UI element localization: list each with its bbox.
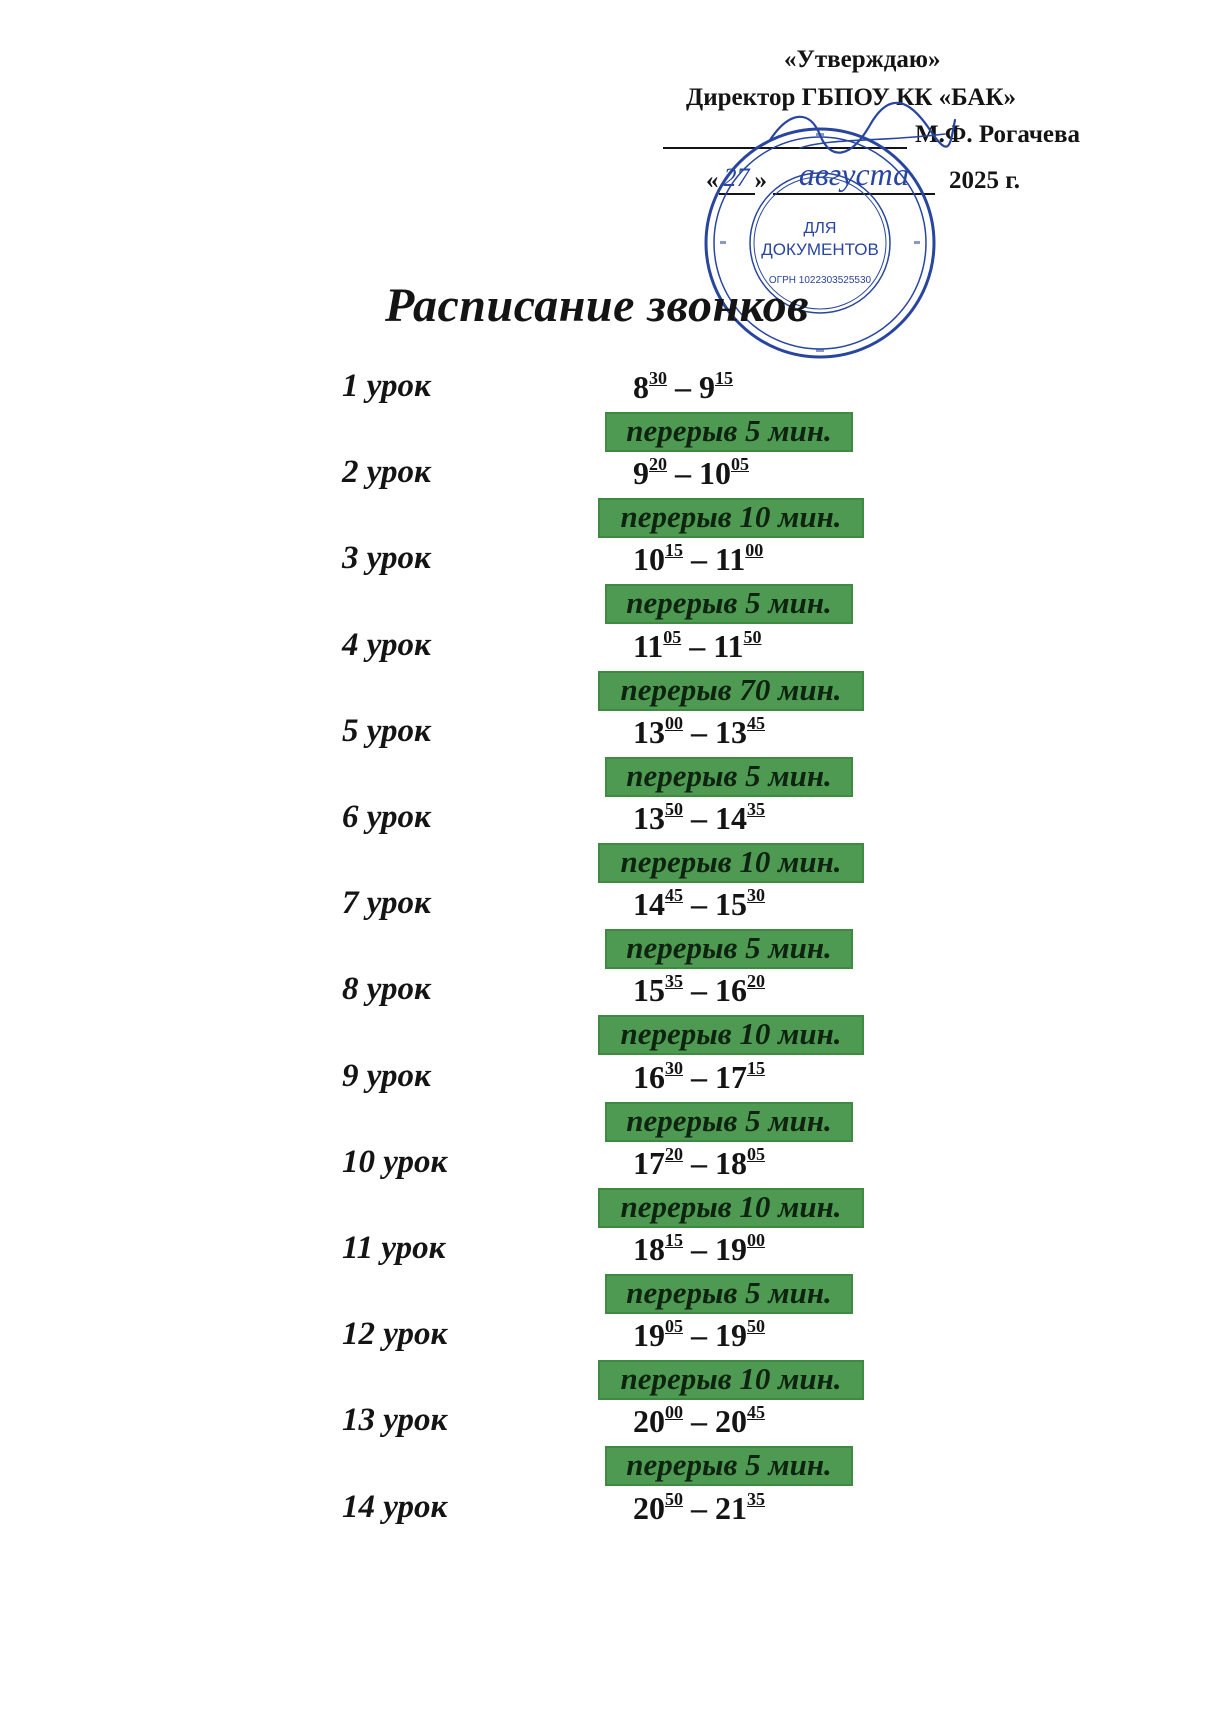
- lesson-row: [0, 1402, 1232, 1446]
- start-minute: 05: [665, 1316, 683, 1337]
- break-bar: [605, 1274, 853, 1314]
- start-hour: 18: [633, 1231, 665, 1267]
- start-hour: 20: [633, 1403, 665, 1440]
- start-minute: 00: [665, 712, 683, 733]
- lesson-row: [0, 971, 1232, 1015]
- lesson-name: 7 урок: [342, 885, 431, 922]
- break-bar: [598, 1015, 864, 1055]
- lesson-name: 1 урок: [342, 368, 431, 404]
- start-hour: 9: [633, 455, 649, 492]
- end-hour: 11: [715, 541, 746, 578]
- end-minute: 45: [747, 712, 765, 733]
- lesson-row: [0, 1230, 1232, 1274]
- page-title: Расписание звонков: [385, 279, 810, 332]
- start-minute: 00: [665, 1402, 683, 1423]
- lesson-time: $16^{30} - 17^{15}$: [633, 1057, 765, 1095]
- end-hour: 17: [715, 1058, 747, 1095]
- end-hour: 18: [715, 1144, 747, 1181]
- lesson-name: 10 урок: [342, 1143, 448, 1180]
- lesson-name: 11 урок: [342, 1230, 446, 1266]
- end-hour: 20: [715, 1403, 747, 1440]
- start-hour: 8: [633, 369, 649, 405]
- lesson-name: 6 урок: [342, 799, 431, 835]
- date-year: 2025 г.: [949, 167, 1021, 194]
- end-minute: 30: [747, 885, 765, 906]
- end-hour: 11: [713, 627, 744, 664]
- start-minute: 45: [665, 885, 683, 906]
- lesson-row: [0, 799, 1232, 843]
- date-close-quote: »: [754, 167, 767, 194]
- lesson-time: $20^{00} - 20^{45}$: [633, 1402, 765, 1440]
- start-minute: 50: [665, 1488, 683, 1509]
- start-minute: 30: [649, 368, 667, 388]
- start-hour: 15: [633, 972, 665, 1009]
- lesson-name: 2 урок: [342, 454, 431, 491]
- seal-center-top: ДЛЯ: [803, 220, 837, 237]
- end-minute: 05: [731, 454, 749, 475]
- seal-ogrn: ОГРН 1022303525530: [768, 275, 872, 286]
- end-minute: 50: [743, 626, 762, 647]
- break-bar: [605, 1446, 853, 1486]
- end-hour: 10: [699, 455, 731, 492]
- end-minute: 20: [747, 971, 765, 992]
- seal-center-bottom: ДОКУМЕНТОВ: [761, 240, 879, 259]
- break-bar: [598, 843, 864, 883]
- lesson-row: [0, 1144, 1232, 1188]
- lesson-row: [0, 1489, 1232, 1533]
- start-hour: 20: [633, 1489, 665, 1526]
- lesson-time: $9^{20} - 10^{05}$: [633, 454, 749, 492]
- end-minute: 05: [747, 1143, 765, 1164]
- approval-heading: «Утверждаю»: [784, 46, 941, 73]
- end-minute: 15: [715, 368, 733, 388]
- end-minute: 00: [747, 1230, 765, 1250]
- break-bar: [605, 929, 853, 969]
- break-label: перерыв 5 мин.: [626, 757, 832, 793]
- break-bar: [598, 498, 864, 538]
- start-hour: 16: [633, 1058, 665, 1095]
- break-label: перерыв 5 мин.: [626, 413, 832, 448]
- start-hour: 13: [633, 713, 665, 750]
- break-label: перерыв 5 мин.: [626, 1447, 832, 1483]
- start-minute: 20: [649, 454, 667, 475]
- break-label: перерыв 5 мин.: [626, 585, 832, 621]
- lesson-name: 13 урок: [342, 1402, 448, 1439]
- break-bar: [605, 584, 853, 624]
- end-minute: 45: [747, 1402, 765, 1423]
- end-hour: 9: [699, 369, 715, 405]
- end-hour: 19: [715, 1231, 747, 1267]
- lesson-row: [0, 713, 1232, 757]
- lesson-row: [0, 885, 1232, 929]
- lesson-name: 4 урок: [342, 626, 431, 663]
- end-minute: 50: [747, 1316, 765, 1337]
- date-month: августа: [773, 156, 935, 195]
- lesson-time: $13^{00} - 13^{45}$: [633, 712, 765, 750]
- start-hour: 13: [633, 800, 665, 836]
- start-hour: 17: [633, 1144, 665, 1181]
- signature-icon: [760, 90, 960, 170]
- lesson-time: $8^{30} - 9^{15}$: [633, 368, 733, 405]
- start-hour: 14: [633, 886, 665, 923]
- lesson-row: [0, 540, 1232, 584]
- lesson-name: 9 урок: [342, 1057, 431, 1094]
- date-day: 27: [719, 163, 755, 195]
- end-hour: 15: [715, 886, 747, 923]
- start-minute: 50: [665, 799, 683, 819]
- break-bar: [598, 671, 864, 711]
- start-minute: 15: [665, 1230, 683, 1250]
- break-bar: [598, 1360, 864, 1400]
- break-bar: [605, 1102, 853, 1142]
- lesson-name: 3 урок: [342, 540, 431, 577]
- start-minute: 15: [665, 540, 683, 561]
- break-bar: [605, 757, 853, 797]
- lesson-row: [0, 1316, 1232, 1360]
- lesson-time: $13^{50} - 14^{35}$: [633, 799, 765, 836]
- end-hour: 14: [715, 800, 747, 836]
- date-open-quote: «: [706, 167, 719, 194]
- start-minute: 30: [665, 1057, 683, 1078]
- break-label: перерыв 10 мин.: [620, 1361, 842, 1397]
- lesson-time: $10^{15} - 11^{00}$: [633, 540, 764, 578]
- break-label: перерыв 10 мин.: [620, 499, 842, 535]
- director-title: Директор ГБПОУ КК «БАК»: [686, 84, 1017, 111]
- break-label: перерыв 10 мин.: [620, 844, 842, 879]
- lesson-time: $15^{35} - 16^{20}$: [633, 971, 765, 1009]
- break-label: перерыв 10 мин.: [620, 1016, 842, 1052]
- start-minute: 20: [665, 1143, 683, 1164]
- lesson-row: [0, 454, 1232, 498]
- break-label: перерыв 70 мин.: [620, 671, 842, 707]
- lesson-name: 12 урок: [342, 1316, 448, 1353]
- break-label: перерыв 5 мин.: [626, 1275, 832, 1310]
- start-hour: 10: [633, 541, 665, 578]
- start-minute: 05: [663, 626, 682, 647]
- lesson-time: $18^{15} - 19^{00}$: [633, 1230, 765, 1267]
- lesson-name: 5 урок: [342, 712, 431, 749]
- break-label: перерыв 5 мин.: [626, 1102, 832, 1138]
- lesson-time: $11^{05} - 11^{50}$: [633, 626, 762, 664]
- lesson-time: $19^{05} - 19^{50}$: [633, 1316, 765, 1354]
- lesson-row: [0, 1058, 1232, 1102]
- lesson-time: $20^{50} - 21^{35}$: [633, 1488, 765, 1526]
- end-minute: 35: [747, 799, 765, 819]
- end-hour: 13: [715, 713, 747, 750]
- end-hour: 16: [715, 972, 747, 1009]
- start-minute: 35: [665, 971, 683, 992]
- start-hour: 19: [633, 1317, 665, 1354]
- start-hour: 11: [633, 627, 664, 664]
- break-bar: [605, 412, 853, 452]
- lesson-time: $17^{20} - 18^{05}$: [633, 1143, 765, 1181]
- signer-name: М.Ф. Рогачева: [915, 121, 1081, 148]
- lesson-name: 14 урок: [342, 1488, 448, 1525]
- end-hour: 21: [715, 1489, 747, 1526]
- end-minute: 15: [747, 1057, 765, 1078]
- end-minute: 35: [747, 1488, 765, 1509]
- break-label: перерыв 5 мин.: [626, 930, 832, 966]
- lesson-time: $14^{45} - 15^{30}$: [633, 885, 765, 923]
- lesson-row: [0, 627, 1232, 671]
- end-minute: 00: [745, 540, 764, 561]
- lesson-name: 8 урок: [342, 971, 431, 1008]
- lesson-row: [0, 368, 1232, 412]
- break-bar: [598, 1188, 864, 1228]
- end-hour: 19: [715, 1317, 747, 1354]
- break-label: перерыв 10 мин.: [620, 1188, 842, 1224]
